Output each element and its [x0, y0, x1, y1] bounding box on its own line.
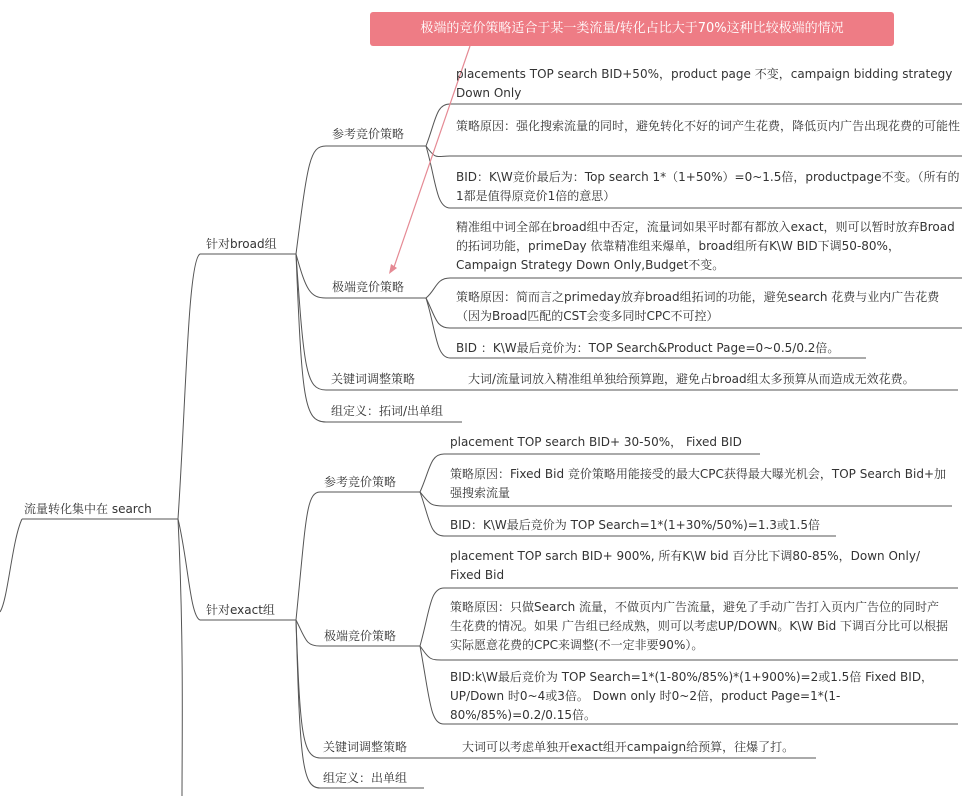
connector-broad-def	[296, 254, 326, 422]
broad-extreme-item-3: BID ：K\W最后竞价为：TOP Search&Product Page=0~0.5/0.2倍。	[456, 341, 840, 355]
broad-ref-item-2: 策略原因：强化搜索流量的同时，避免转化不好的词产生花费，降低页内广告出现花费的可能性	[456, 119, 961, 133]
exact-kw-node[interactable]: 关键词调整策略	[323, 740, 408, 754]
exact-extreme-item-2: 策略原因：只做Search 流量，不做页内广告流量，避免了手动广告打入页内广告位的同时产生花费的情况。如果 广告组已经成熟，则可以考虑UP/DOWN。K\W Bid 下调百分比可以根据实际愿意花费的CPC来调整(不一定非要90%）。	[450, 600, 948, 652]
exact-kw-text: 大词可以考虑单独开exact组开campaign给预算，往爆了打。	[462, 740, 795, 754]
exact-extreme-item-3: BID:k\W最后竞价为 TOP Search=1*(1-80%/85%)*(1+900%)=2或1.5倍 Fixed BID，UP/Down 时0~4或3倍。 Down only 时0~2倍，product Page=1*(1-80%/85%)=0.2/0.15倍。	[450, 670, 934, 722]
leaf-connector	[426, 278, 450, 298]
broad-extreme-item-1: 精准组中词全部在broad组中否定，流量词如果平时都有都放入exact，则可以暂时放弃Broad的拓词功能，primeDay 依靠精准组来爆单，broad组所有K\W BID下调50-80%，Campaign Strategy Down Only,Budget不变。	[456, 220, 955, 272]
connector-exact-kw	[296, 620, 320, 758]
leaf-connector	[420, 646, 444, 724]
exact-def-node[interactable]: 组定义：出单组	[323, 771, 408, 785]
exact-ref-item-3: BID：K\W最后竞价为 TOP Search=1*(1+30%/50%)=1.3或1.5倍	[450, 518, 821, 532]
connector-root-down	[178, 519, 182, 796]
broad-extreme-node[interactable]: 极端竞价策略	[332, 280, 405, 294]
exact-extreme-node[interactable]: 极端竞价策略	[324, 629, 397, 643]
exact-group-node[interactable]: 针对exact组	[206, 603, 275, 617]
leaf-connector	[420, 492, 444, 536]
connector-broad-kw	[296, 254, 326, 390]
connector-exact-extreme	[296, 620, 320, 646]
broad-group-node[interactable]: 针对broad组	[206, 237, 277, 251]
connector-root-broad	[178, 254, 200, 519]
leaf-connector	[420, 454, 444, 492]
exact-ref-node[interactable]: 参考竞价策略	[324, 475, 397, 489]
exact-ref-item-2: 策略原因：Fixed Bid 竞价策略用能接受的最大CPC获得最大曝光机会，TOP Search Bid+加强搜索流量	[450, 467, 947, 500]
broad-ref-item-1: placements TOP search BID+50%，product page 不变，campaign bidding strategy Down Only	[456, 67, 953, 100]
broad-kw-node[interactable]: 关键词调整策略	[331, 372, 416, 386]
leaf-connector	[426, 146, 450, 208]
connector-broad-ref	[296, 146, 326, 254]
leaf-connector	[420, 646, 444, 660]
exact-ref-item-1: placement TOP search BID+ 30-50%， Fixed BID	[450, 435, 742, 449]
connector-exact-def	[296, 620, 320, 788]
leaf-connector	[420, 588, 444, 646]
connector-broad-extreme	[296, 254, 326, 298]
connector-exact-ref	[296, 492, 320, 620]
broad-ref-item-3: BID：K\W竞价最后为：Top search 1*（1+50%）=0~1.5倍，productpage不变。（所有的1都是值得原竞价1倍的意思）	[456, 170, 960, 203]
root-node[interactable]: 流量转化集中在 search	[24, 502, 152, 516]
broad-ref-node[interactable]: 参考竞价策略	[332, 127, 405, 141]
callout-arrow-head	[389, 264, 397, 274]
broad-extreme-item-2: 策略原因：简而言之primeday放弃broad组拓词的功能，避免search 花费与业内广告花费（因为Broad匹配的CST会变多同时CPC不可控）	[456, 290, 940, 323]
broad-def-node[interactable]: 组定义：拓词/出单组	[331, 404, 444, 418]
root-connector	[0, 519, 22, 612]
leaf-connector	[426, 146, 450, 157]
broad-kw-text: 大词/流量词放入精准组单独给预算跑，避免占broad组太多预算从而造成无效花费。	[468, 372, 915, 386]
exact-extreme-item-1: placement TOP sarch BID+ 900%, 所有K\W bid 百分比下调80-85%，Down Only/ Fixed Bid	[450, 549, 921, 582]
callout-note: 极端的竞价策略适合于某一类流量/转化占比大于70%这种比较极端的情况	[370, 12, 894, 46]
